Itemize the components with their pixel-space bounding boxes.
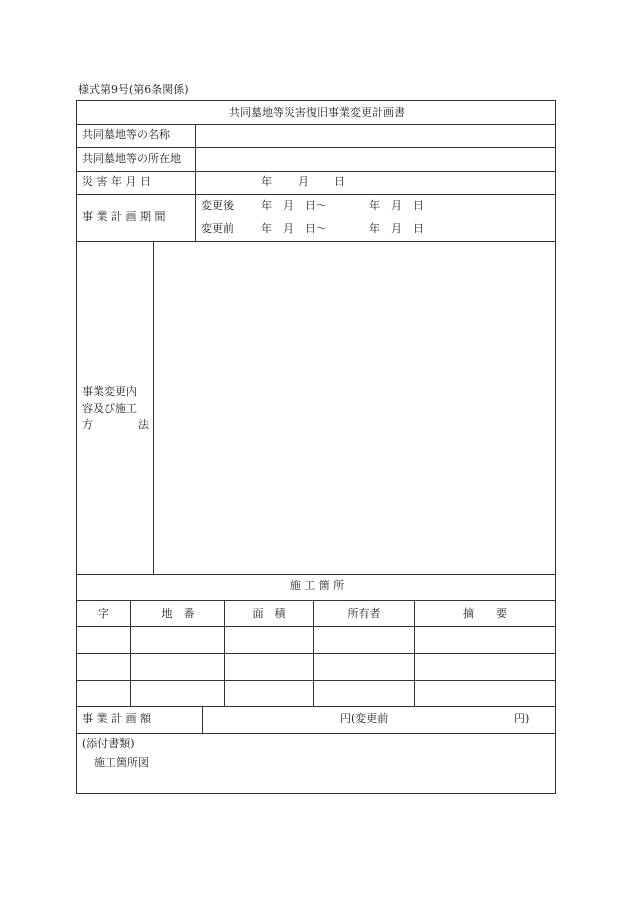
form-title: 共同墓地等災害復旧事業変更計画書 — [229, 106, 405, 119]
divider — [77, 574, 555, 575]
disaster-date-label: 災 害 年 月 日 — [82, 175, 151, 188]
cemetery-name-label: 共同墓地等の名称 — [82, 128, 170, 141]
period-before-start[interactable]: 年 月 日〜 — [261, 222, 327, 235]
content-label-line3-a: 方 — [82, 418, 93, 431]
attachment-item: 施工箇所図 — [94, 756, 149, 769]
form-sheet — [76, 100, 556, 794]
divider — [414, 601, 415, 706]
divider — [77, 124, 555, 125]
content-label-line1: 事業変更内 — [82, 385, 137, 398]
divider — [77, 194, 555, 195]
divider — [77, 600, 555, 601]
table-row[interactable] — [77, 654, 555, 680]
column-header-area: 面 積 — [252, 607, 286, 620]
divider — [153, 242, 154, 574]
column-header-owner: 所有者 — [347, 607, 381, 620]
table-row[interactable] — [77, 681, 555, 706]
content-field[interactable] — [157, 246, 549, 570]
period-after-start[interactable]: 年 月 日〜 — [261, 199, 327, 212]
disaster-day[interactable]: 日 — [334, 175, 345, 188]
attachments-label: (添付書類) — [82, 737, 135, 750]
disaster-year[interactable]: 年 — [261, 175, 272, 188]
divider — [195, 125, 196, 241]
divider — [77, 241, 555, 242]
divider — [77, 733, 555, 734]
divider — [130, 601, 131, 706]
cemetery-name-field[interactable] — [197, 128, 547, 142]
period-before-end[interactable]: 年 月 日 — [369, 222, 424, 235]
construction-location-title: 施 工 箇 所 — [289, 579, 345, 592]
divider — [224, 601, 225, 706]
disaster-month[interactable]: 月 — [298, 175, 309, 188]
column-header-aza: 字 — [98, 607, 109, 620]
budget-value[interactable]: 円(変更前 — [340, 712, 389, 725]
cemetery-location-field[interactable] — [197, 152, 547, 166]
column-header-lot-number: 地 番 — [161, 607, 195, 620]
divider — [202, 707, 203, 733]
budget-value-end: 円) — [514, 712, 530, 725]
period-after-label: 変更後 — [201, 199, 234, 212]
divider — [77, 147, 555, 148]
column-header-remarks: 摘 要 — [463, 607, 507, 620]
divider — [77, 706, 555, 707]
project-period-label: 事 業 計 画 期 間 — [82, 210, 166, 223]
content-label-line3-b: 法 — [138, 418, 149, 431]
divider — [313, 601, 314, 706]
budget-label: 事 業 計 画 額 — [82, 712, 151, 725]
table-row[interactable] — [77, 627, 555, 653]
period-before-label: 変更前 — [201, 222, 234, 235]
content-label-line2: 容及び施工 — [82, 402, 137, 415]
cemetery-location-label: 共同墓地等の所在地 — [82, 152, 181, 165]
period-after-end[interactable]: 年 月 日 — [369, 199, 424, 212]
form-number-label: 様式第9号(第6条関係) — [78, 83, 189, 96]
divider — [77, 171, 555, 172]
